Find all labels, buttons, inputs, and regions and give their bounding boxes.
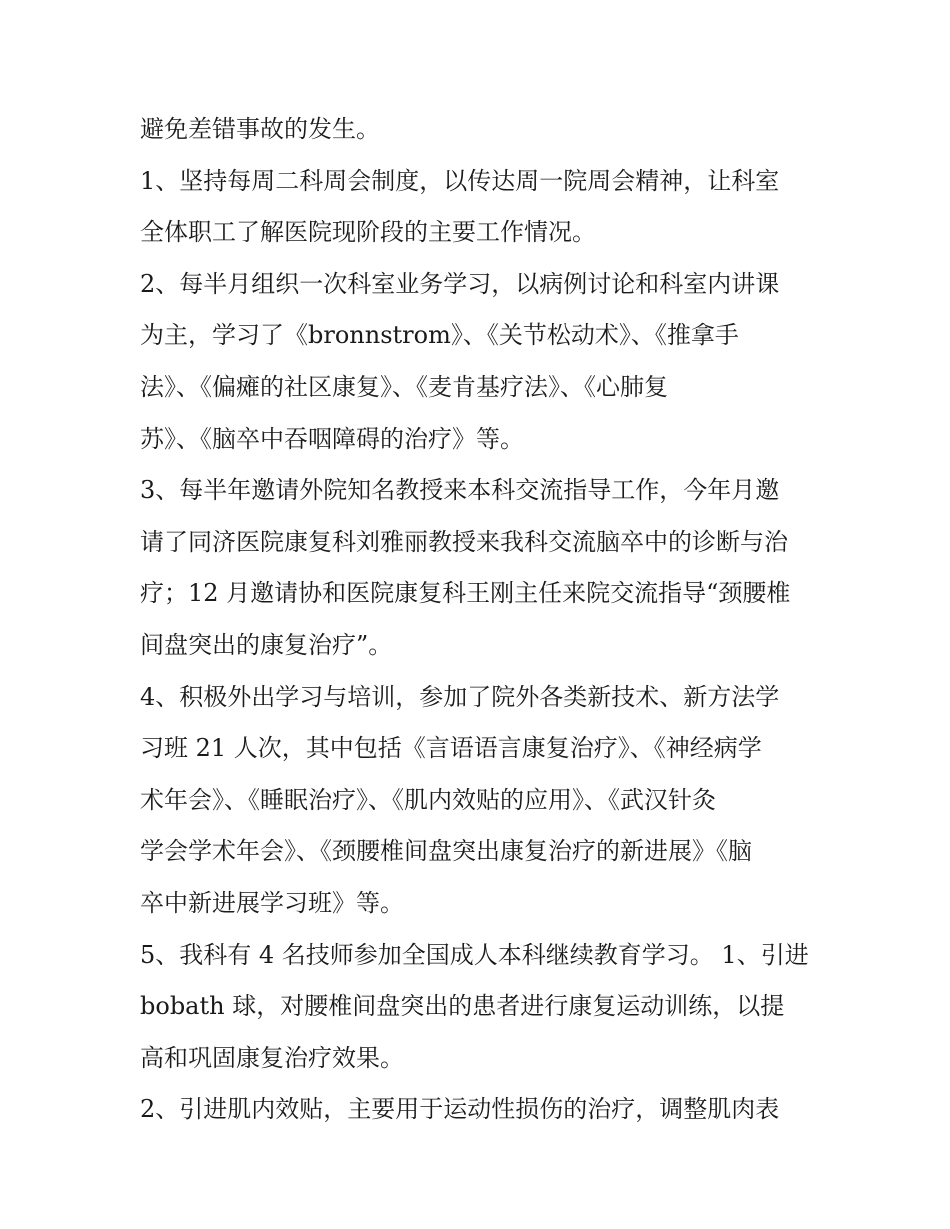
text-line: 1、坚持每周二科周会制度，以传达周一院周会精神，让科室: [140, 166, 780, 195]
text-line: 苏》、《脑卒中吞咽障碍的治疗》等。: [140, 424, 524, 453]
document-body: [140, 104, 820, 1136]
text-line: 为主，学习了《bronnstrom》、《关节松动术》、《推拿手: [140, 321, 739, 350]
text-line: 高和巩固康复治疗效果。: [140, 1043, 404, 1072]
text-line: 疗；12 月邀请协和医院康复科王刚主任来院交流指导“颈腰椎: [140, 579, 791, 608]
text-line: 全体职工了解医院现阶段的主要工作情况。: [140, 218, 596, 247]
text-line: 请了同济医院康复科刘雅丽教授来我科交流脑卒中的诊断与治: [140, 527, 788, 556]
text-line: bobath 球，对腰椎间盘突出的患者进行康复运动训练，以提: [140, 992, 785, 1021]
text-line: 2、每半月组织一次科室业务学习，以病例讨论和科室内讲课: [140, 269, 780, 298]
text-line: 法》、《偏瘫的社区康复》、《麦肯基疗法》、《心肺复: [140, 372, 668, 401]
text-line: 避免差错事故的发生。: [140, 115, 380, 143]
text-line: 5、我科有 4 名技师参加全国成人本科继续教育学习。 1、引进: [140, 940, 809, 969]
text-line: 习班 21 人次，其中包括《言语语言康复治疗》、《神经病学: [140, 734, 762, 763]
text-line: 术年会》、《睡眠治疗》、《肌内效贴的应用》、《武汉针灸: [140, 785, 716, 814]
text-line: 学会学术年会》、《颈腰椎间盘突出康复治疗的新进展》《脑: [140, 837, 752, 866]
text-line: 2、引进肌内效贴，主要用于运动性损伤的治疗，调整肌肉表: [140, 1095, 780, 1124]
text-line: 间盘突出的康复治疗”。: [140, 630, 393, 659]
text-line: 3、每半年邀请外院知名教授来本科交流指导工作，今年月邀: [140, 476, 780, 505]
text-line: 卒中新进展学习班》等。: [140, 888, 404, 917]
text-line: 4、积极外出学习与培训，参加了院外各类新技术、新方法学: [140, 682, 780, 711]
